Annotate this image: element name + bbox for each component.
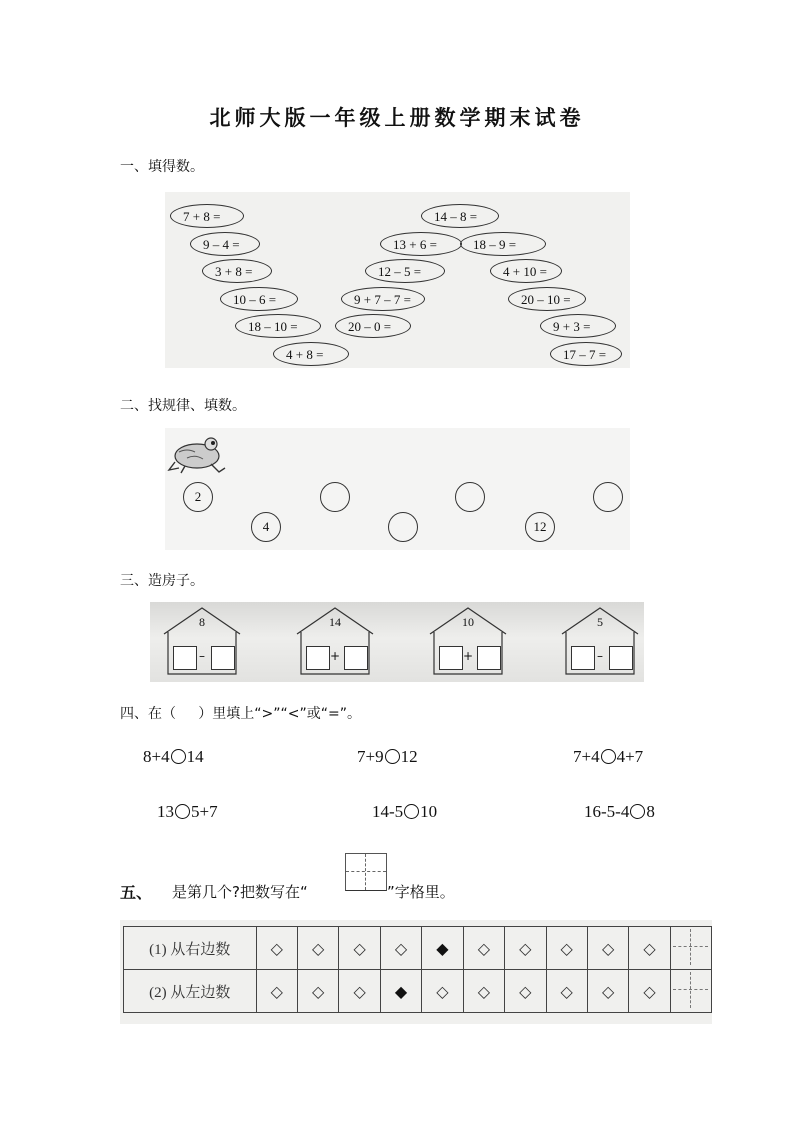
houses-area	[150, 602, 644, 682]
house	[560, 606, 640, 676]
compare-right: 10	[420, 802, 438, 821]
equation-oval[interactable]: 18 – 9 =	[460, 232, 546, 256]
house-box-left[interactable]	[306, 646, 330, 670]
diamond-icon: ◇	[297, 927, 338, 970]
answer-cell[interactable]	[670, 970, 711, 1013]
house-box-left[interactable]	[439, 646, 463, 670]
pattern-circle: 2	[183, 482, 213, 512]
equation-oval[interactable]: 9 – 4 =	[190, 232, 260, 256]
diamond-icon: ◇	[587, 970, 628, 1013]
compare-right: 12	[400, 747, 418, 766]
compare-left: 7+9	[357, 747, 384, 766]
diamond-icon: ◇	[629, 927, 670, 970]
equation-oval[interactable]: 13 + 6 =	[380, 232, 462, 256]
equation-oval[interactable]: 20 – 0 =	[335, 314, 411, 338]
diamond-icon: ◇	[463, 970, 504, 1013]
compare-item	[372, 802, 437, 822]
section-5-suffix: ”字格里。	[387, 883, 455, 901]
section-5-instruction: 是第几个?把数写在“	[172, 883, 308, 901]
diamond-icon: ◇	[339, 927, 380, 970]
equation-oval[interactable]: 9 + 3 =	[540, 314, 616, 338]
house-roof-number: 8	[199, 615, 205, 629]
diamond-icon: ◇	[546, 970, 587, 1013]
page-title: 北师大版一年级上册数学期末试卷	[209, 105, 585, 130]
section-3-heading: 三、造房子。	[120, 573, 204, 589]
compare-left: 8+4	[143, 747, 170, 766]
compare-item	[143, 747, 204, 767]
compare-blank[interactable]	[175, 804, 190, 819]
house-roof-number: 5	[597, 615, 603, 629]
diamond-icon: ◇	[587, 927, 628, 970]
compare-right: 8	[646, 802, 655, 821]
house	[428, 606, 508, 676]
compare-left: 7+4	[573, 747, 600, 766]
diamond-icon: ◇	[505, 927, 546, 970]
equation-oval[interactable]: 18 – 10 =	[235, 314, 321, 338]
pattern-circle-blank[interactable]	[455, 482, 485, 512]
diamond-table	[123, 926, 712, 1013]
house-operator: +	[330, 649, 341, 663]
diamond-icon: ◇	[463, 927, 504, 970]
equation-oval[interactable]: 9 + 7 – 7 =	[341, 287, 425, 311]
equation-oval[interactable]: 14 – 8 =	[421, 204, 499, 228]
compare-right: 14	[186, 747, 204, 766]
diamond-icon: ◇	[256, 970, 297, 1013]
diamond-icon: ◇	[505, 970, 546, 1013]
section-5-number: 五、	[120, 883, 153, 902]
house-box-right[interactable]	[344, 646, 368, 670]
house-box-left[interactable]	[173, 646, 197, 670]
compare-blank[interactable]	[630, 804, 645, 819]
diamond-icon: ◇	[297, 970, 338, 1013]
house-box-right[interactable]	[477, 646, 501, 670]
diamond-icon: ◇	[629, 970, 670, 1013]
house-operator: –	[199, 649, 205, 663]
compare-blank[interactable]	[385, 749, 400, 764]
house-box-right[interactable]	[609, 646, 633, 670]
pattern-area	[165, 428, 630, 550]
compare-left: 16-5-4	[584, 802, 630, 821]
row-label: (1) 从右边数	[124, 927, 257, 970]
pattern-circle: 4	[251, 512, 281, 542]
compare-item	[357, 747, 418, 767]
compare-right: 4+7	[616, 747, 644, 766]
compare-blank[interactable]	[601, 749, 616, 764]
grid-cell-icon	[345, 853, 387, 891]
compare-left: 13	[157, 802, 174, 821]
diamond-icon: ◇	[256, 927, 297, 970]
house-roof-number: 14	[329, 615, 341, 629]
equation-oval[interactable]: 17 – 7 =	[550, 342, 622, 366]
house-operator: –	[597, 649, 603, 663]
section-5-text	[172, 881, 308, 902]
equation-oval[interactable]: 10 – 6 =	[220, 287, 298, 311]
diamond-icon: ◇	[546, 927, 587, 970]
pattern-circle: 12	[525, 512, 555, 542]
diamond-table-area	[120, 920, 712, 1024]
diamond-icon: ◇	[339, 970, 380, 1013]
equation-oval[interactable]: 7 + 8 =	[170, 204, 244, 228]
answer-cell[interactable]	[670, 927, 711, 970]
section-1-heading: 一、填得数。	[120, 159, 204, 175]
diamond-filled-icon: ◆	[422, 927, 463, 970]
section-4-heading: 四、在（ ）里填上“>”“<”或“=”。	[120, 706, 361, 722]
equation-oval[interactable]: 20 – 10 =	[508, 287, 586, 311]
house-box-right[interactable]	[211, 646, 235, 670]
diamond-icon: ◇	[422, 970, 463, 1013]
house-roof-number: 10	[462, 615, 474, 629]
house	[162, 606, 242, 676]
section-2-heading: 二、找规律、填数。	[120, 398, 246, 414]
pattern-circle-blank[interactable]	[593, 482, 623, 512]
equation-oval[interactable]: 4 + 8 =	[273, 342, 349, 366]
pattern-circle-blank[interactable]	[320, 482, 350, 512]
diamond-filled-icon: ◆	[380, 970, 421, 1013]
compare-item	[157, 802, 218, 822]
equation-area	[165, 192, 630, 368]
frog-icon	[167, 432, 227, 474]
compare-right: 5+7	[191, 802, 218, 821]
house-box-left[interactable]	[571, 646, 595, 670]
row-label: (2) 从左边数	[124, 970, 257, 1013]
house-operator: +	[463, 649, 474, 663]
equation-oval[interactable]: 4 + 10 =	[490, 259, 562, 283]
table-row	[124, 927, 712, 970]
equation-oval[interactable]: 3 + 8 =	[202, 259, 272, 283]
equation-oval[interactable]: 12 – 5 =	[365, 259, 445, 283]
compare-item	[573, 747, 643, 767]
diamond-icon: ◇	[380, 927, 421, 970]
pattern-circle-blank[interactable]	[388, 512, 418, 542]
compare-item	[584, 802, 655, 822]
table-row	[124, 970, 712, 1013]
house	[295, 606, 375, 676]
compare-blank[interactable]	[404, 804, 419, 819]
compare-left: 14-5	[372, 802, 404, 821]
compare-blank[interactable]	[171, 749, 186, 764]
